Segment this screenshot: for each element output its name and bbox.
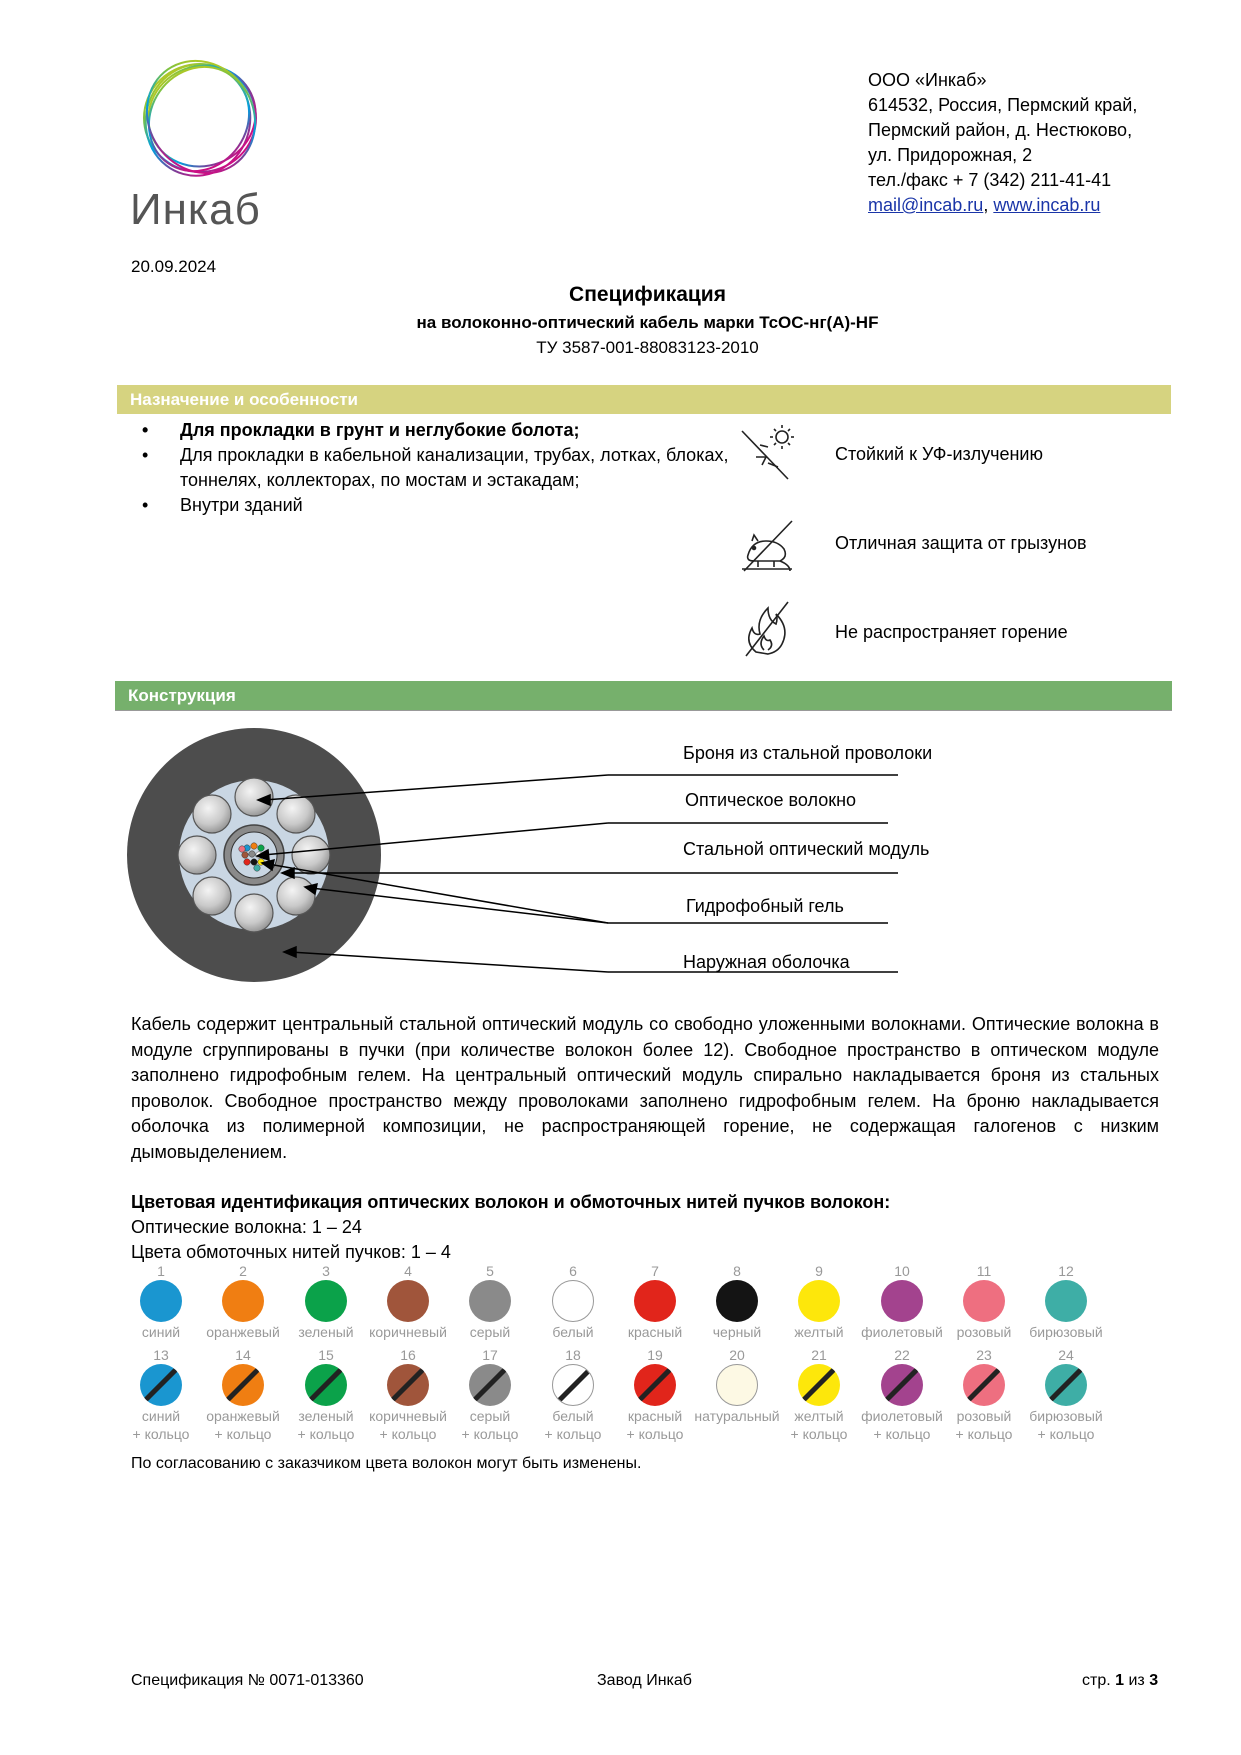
color-note: По согласованию с заказчиком цвета волокон могут быть изменены. [131,1455,642,1472]
feature-uv: Стойкий к УФ-излучению [835,444,1043,464]
ring-suffix: + кольцо [461,1426,519,1442]
color-dot [140,1364,182,1406]
ring-marker [965,1365,1004,1404]
color-name: красный [627,1324,683,1340]
color-name: черный [712,1324,762,1340]
color-number: 3 [322,1263,330,1279]
color-number: 7 [651,1263,659,1279]
color-name: синий [141,1324,181,1340]
color-number: 22 [894,1347,910,1363]
ring-suffix: + кольцо [544,1426,602,1442]
color-number: 20 [729,1347,745,1363]
color-swatch-14 [198,1346,288,1444]
color-number: 19 [647,1347,663,1363]
color-dot [1045,1280,1087,1322]
color-swatch-10 [857,1262,947,1342]
company-info [868,68,1137,218]
color-number: 15 [318,1347,334,1363]
color-dot [222,1280,264,1322]
color-dot [469,1280,511,1322]
color-dot [963,1280,1005,1322]
color-dot [1045,1364,1087,1406]
construction-description: Кабель содержит центральный стальной оптический модуль со свободно уложенными волокнами. Оптические волокна в модуле сгруппированы в пучки (при количестве волокон более 12). Свободное пространство в оптическом модуле заполнено гидрофобным гелем. На центральный оптический модуль спирально накладывается броня из стальных проволок. Свободное пространство между проволоками заполнено гидрофобным гелем. На броню накладывается оболочка из полимерной композиции, не распространяющей горение, не содержащая галогенов с низким дымовыделением. [131,1014,1159,1162]
ring-suffix: + кольцо [955,1426,1013,1442]
ring-marker [142,1365,181,1404]
color-swatch-4 [363,1262,453,1342]
color-dot [140,1280,182,1322]
ring-marker [883,1365,922,1404]
ring-suffix: + кольцо [379,1426,437,1442]
color-swatch-21 [774,1346,864,1444]
color-swatch-6 [528,1262,618,1342]
label-fiber: Оптическое волокно [685,790,857,810]
uv-resistant-icon [738,423,796,483]
color-swatch-22 [857,1346,947,1444]
color-number: 16 [400,1347,416,1363]
ring-suffix: + кольцо [214,1426,272,1442]
footer-factory: Завод Инкаб [597,1672,692,1689]
footer-page-number [1082,1672,1158,1690]
color-name: серый [469,1324,511,1340]
color-grid [116,1262,1176,1454]
color-dot [881,1364,923,1406]
color-swatch-17 [445,1346,535,1444]
contact-separator: , [983,195,994,215]
email-link[interactable]: mail@incab.ru [868,195,984,215]
list-item: • Внутри зданий [138,493,738,518]
page-of: из [1124,1672,1150,1689]
color-name: белый [552,1324,594,1340]
company-name: ООО «Инкаб» [868,70,987,90]
list-item: • Для прокладки в кабельной канализации, трубах, лотках, блоках, тоннелях, коллекторах, по мостам и эстакадам; [138,443,738,493]
page-prefix: стр. [1082,1672,1116,1689]
ring-suffix: + кольцо [790,1426,848,1442]
color-swatch-24 [1021,1346,1111,1444]
ring-marker [636,1365,675,1404]
ring-marker [555,1366,594,1405]
color-number: 11 [976,1263,992,1279]
color-dot [305,1280,347,1322]
label-gel: Гидрофобный гель [686,896,844,916]
color-number: 4 [404,1263,412,1279]
rodent-protection-icon [738,515,796,575]
color-name: желтый [794,1324,844,1340]
ring-marker [307,1365,346,1404]
color-number: 6 [569,1263,577,1279]
label-armor: Броня из стальной проволоки [683,743,933,763]
color-number: 18 [565,1347,581,1363]
color-number: 14 [235,1347,251,1363]
logo-text: Инкаб [130,185,261,234]
color-dot [469,1364,511,1406]
color-swatch-5 [445,1262,535,1342]
color-name: белый [552,1408,594,1424]
color-dot [963,1364,1005,1406]
section-header-purpose: Назначение и особенности [117,385,1171,414]
color-dot [552,1364,594,1406]
color-number: 9 [815,1263,823,1279]
ring-marker [471,1365,510,1404]
standard-code: ТУ 3587-001-88083123-2010 [536,338,759,357]
color-name: зеленый [298,1408,354,1424]
list-item: • Для прокладки в грунт и неглубокие болота; [138,418,738,443]
color-id-heading: Цветовая идентификация оптических волокон и обмоточных нитей пучков волокон: [131,1192,891,1212]
fibers-range: Оптические волокна: 1 – 24 [131,1217,362,1237]
color-number: 10 [894,1263,910,1279]
color-identification [131,1190,890,1265]
address-line: 614532, Россия, Пермский край, [868,95,1138,115]
color-name: синий [141,1408,181,1424]
ring-suffix: + кольцо [1037,1426,1095,1442]
address-line: ул. Придорожная, 2 [868,145,1033,165]
document-date: 20.09.2024 [131,257,217,276]
ring-suffix: + кольцо [132,1426,190,1442]
color-name: фиолетовый [861,1324,943,1340]
color-number: 24 [1058,1347,1074,1363]
color-name: желтый [794,1408,844,1424]
color-name: оранжевый [206,1408,280,1424]
color-swatch-2 [198,1262,288,1342]
color-number: 1 [157,1263,165,1279]
color-name: оранжевый [206,1324,280,1340]
footer-spec-number: Спецификация № 0071-013360 [131,1672,364,1689]
color-name: красный [627,1408,683,1424]
color-number: 2 [239,1263,247,1279]
color-number: 17 [482,1347,498,1363]
color-swatch-11 [939,1262,1029,1342]
color-number: 23 [976,1347,992,1363]
ring-suffix: + кольцо [297,1426,355,1442]
color-dot [716,1280,758,1322]
color-dot [881,1280,923,1322]
color-swatch-7 [610,1262,700,1342]
logo-rings-icon [128,54,268,184]
ring-marker [1047,1365,1086,1404]
color-name: серый [469,1408,511,1424]
ring-marker [224,1365,263,1404]
color-name: розовый [956,1408,1012,1424]
address-line: Пермский район, д. Нестюково, [868,120,1133,140]
color-number: 12 [1058,1263,1074,1279]
feature-flame: Не распространяет горение [835,622,1068,642]
color-number: 5 [486,1263,494,1279]
page-total: 3 [1149,1672,1159,1689]
color-swatch-19 [610,1346,700,1444]
phone: тел./факс + 7 (342) 211-41-41 [868,170,1112,190]
ring-suffix: + кольцо [626,1426,684,1442]
color-swatch-12 [1021,1262,1111,1342]
color-name: бирюзовый [1029,1408,1103,1424]
color-swatch-8 [692,1262,782,1342]
page-title: Спецификация [569,283,726,306]
bundles-range: Цвета обмоточных нитей пучков: 1 – 4 [131,1242,451,1262]
color-dot [634,1364,676,1406]
color-swatch-1 [116,1262,206,1342]
color-swatch-9 [774,1262,864,1342]
feature-rodent: Отличная защита от грызунов [835,533,1087,553]
color-swatch-16 [363,1346,453,1444]
color-name: зеленый [298,1324,354,1340]
section-header-construction: Конструкция [115,681,1172,711]
company-logo [128,54,268,234]
color-name: фиолетовый [861,1408,943,1424]
color-name: коричневый [369,1324,447,1340]
ring-marker [800,1365,839,1404]
page-current: 1 [1115,1672,1125,1689]
ring-marker [389,1365,428,1404]
website-link[interactable]: www.incab.ru [993,195,1101,215]
purpose-list [138,418,738,518]
color-name: коричневый [369,1408,447,1424]
page-subtitle: на волоконно-оптический кабель марки ТсОС-нг(А)-HF [416,313,879,332]
color-dot [387,1280,429,1322]
color-dot [798,1280,840,1322]
label-sheath: Наружная оболочка [683,952,850,972]
color-swatch-23 [939,1346,1029,1444]
color-number: 13 [153,1347,169,1363]
color-name: натуральный [694,1408,780,1424]
color-dot [387,1364,429,1406]
color-number: 8 [733,1263,741,1279]
ring-suffix: + кольцо [873,1426,931,1442]
color-dot [222,1364,264,1406]
color-swatch-15 [281,1346,371,1444]
color-dot [552,1280,594,1322]
color-dot [798,1364,840,1406]
label-module: Стальной оптический модуль [683,839,930,859]
color-swatch-18 [528,1346,618,1444]
color-dot [634,1280,676,1322]
color-dot [305,1364,347,1406]
color-number: 21 [811,1347,827,1363]
color-name: розовый [956,1324,1012,1340]
color-dot [716,1364,758,1406]
color-swatch-20 [692,1346,782,1426]
color-name: бирюзовый [1029,1324,1103,1340]
flame-retardant-icon [738,598,796,658]
color-swatch-3 [281,1262,371,1342]
color-swatch-13 [116,1346,206,1444]
